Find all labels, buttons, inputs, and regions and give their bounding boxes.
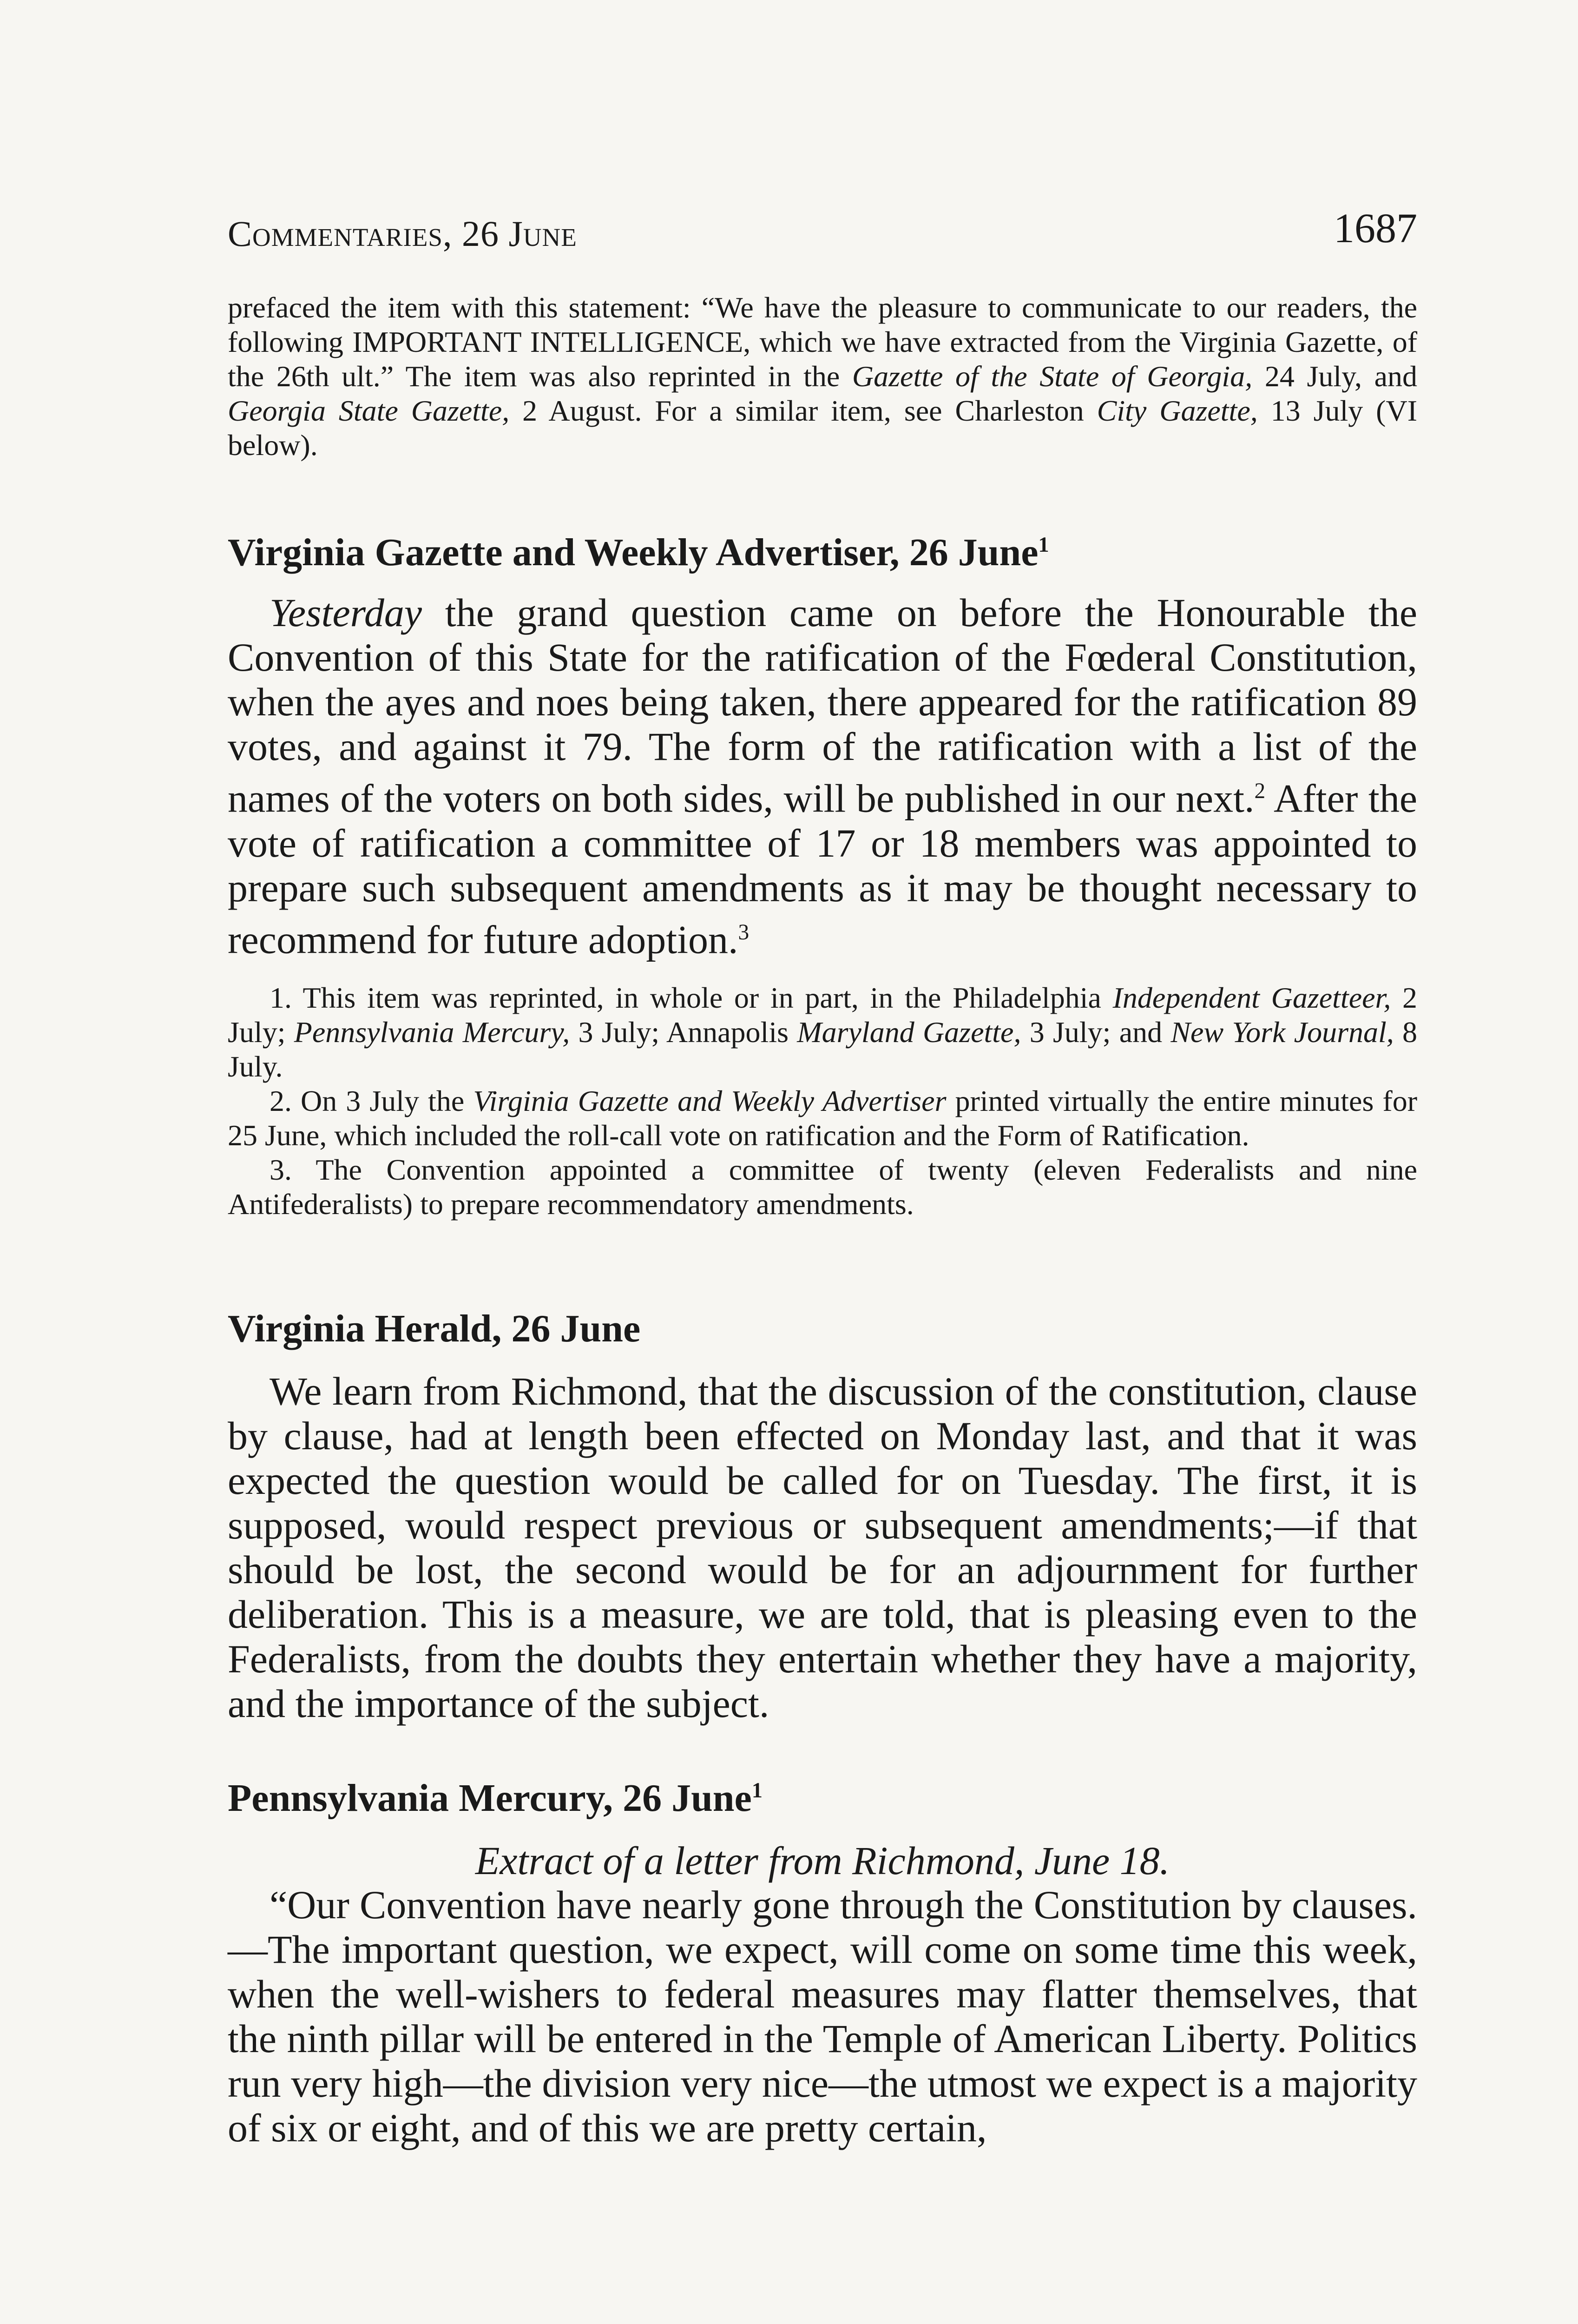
- intro-text-2: 24 July, and: [1252, 360, 1418, 393]
- intro-text-3: 2 August. For a similar item, see Charleston: [509, 394, 1097, 427]
- section-heading-pennsylvania-mercury: [228, 1776, 1417, 1821]
- fn1-f: Maryland Gazette,: [797, 1016, 1021, 1049]
- article-lead-italic: Yesterday: [270, 590, 422, 635]
- fn1-a: 1. This item was reprinted, in whole or in part, in the Philadelphia: [270, 981, 1113, 1014]
- intro-text-4: 13 July (VI below).: [228, 394, 1418, 462]
- virginia-herald-article: We learn from Richmond, that the discussion of the constitution, clause by clause, had at length been effected on Monday last, and that it was expected the question would be called for on Tuesday. The first, it is supposed, would respect previous or subsequent amendments;—if that should be lost, the second would be for an adjournment for further deliberation. This is a measure, we are told, that is pleasing even to the Federalists, from the doubts they entertain whether they have a majority, and the importance of the subject.: [228, 1369, 1417, 1726]
- heading-footnote-mark: 1: [1038, 533, 1049, 556]
- fn1-d: Pennsylvania Mercury,: [294, 1016, 570, 1049]
- page-header: [228, 205, 1417, 260]
- fn2-a: 2. On 3 July the: [270, 1084, 473, 1117]
- section-heading-virginia-herald: Virginia Herald, 26 June: [228, 1307, 641, 1350]
- fn1-h: New York Journal,: [1170, 1016, 1394, 1049]
- letter-dateline: Extract of a letter from Richmond, June 18.: [475, 1838, 1170, 1883]
- article-text-1: the grand question came on before the Honourable the Convention of this State for the ratification of the Fœderal Constitution, when the ayes and noes being taken, there appeared for the ratification 89 votes, and against it 79. The form of the ratification with a list of the names of the voters on both sides, will be published in our next.: [228, 590, 1417, 821]
- section-heading-virginia-gazette: [228, 530, 1417, 575]
- virginia-gazette-article: [228, 590, 1417, 962]
- fn1-e: 3 July; Annapolis: [570, 1016, 797, 1049]
- fn1-b: Independent Gazetteer,: [1112, 981, 1391, 1014]
- fn2-c: printed virtually the entire minutes for 25 June, which included the roll-call vote on ratification and the Form of Ratification.: [228, 1084, 1418, 1152]
- intro-italic-3: City Gazette,: [1097, 394, 1258, 427]
- fn1-i: 8 July.: [228, 1016, 1418, 1083]
- heading-text: Virginia Gazette and Weekly Advertiser, 26 June: [228, 531, 1039, 574]
- page-number: 1687: [1334, 205, 1417, 251]
- intro-footnote-continuation: [228, 290, 1417, 462]
- footnote-mark-2: 2: [1254, 779, 1266, 803]
- heading-footnote-mark: 1: [751, 1778, 763, 1802]
- pennsylvania-mercury-article: “Our Convention have nearly gone through the Constitution by clauses.—The important question, we expect, will come on some time this week, when the well-wishers to federal measures may flatter themselves, that the ninth pillar will be entered in the Temple of American Liberty. Politics run very high—the division very nice—the utmost we expect is a majority of six or eight, and of this we are pretty certain,: [228, 1882, 1417, 2150]
- fn2-b: Virginia Gazette and Weekly Advertiser: [473, 1084, 947, 1117]
- intro-text-1: prefaced the item with this statement: “We have the pleasure to communicate to our readers, the following IMPORTANT INTELLIGENCE, which we have extracted from the Virginia Gazette, of the 26th ult.” The item was also reprinted in the: [228, 291, 1417, 393]
- intro-italic-1: Gazette of the State of Georgia,: [852, 360, 1253, 393]
- footnote-1: [228, 981, 1417, 1084]
- heading-text: Pennsylvania Mercury, 26 June: [228, 1776, 752, 1820]
- footnote-mark-3: 3: [738, 920, 750, 944]
- article-text-2: After the vote of ratification a committee of 17 or 18 members was appointed to prepare such subsequent amendments as it may be thought necessary to recommend for future adoption.: [228, 776, 1417, 962]
- fn1-g: 3 July; and: [1021, 1016, 1171, 1049]
- running-head: Commentaries, 26 June: [228, 213, 577, 254]
- intro-italic-2: Georgia State Gazette,: [228, 394, 510, 427]
- footnote-3: 3. The Convention appointed a committee of twenty (eleven Federalists and nine Antifederalists) to prepare recommendatory amendments.: [228, 1153, 1417, 1221]
- fn1-c: 2 July;: [228, 981, 1418, 1049]
- footnote-2: [228, 1084, 1417, 1153]
- virginia-gazette-footnotes: [228, 981, 1417, 1221]
